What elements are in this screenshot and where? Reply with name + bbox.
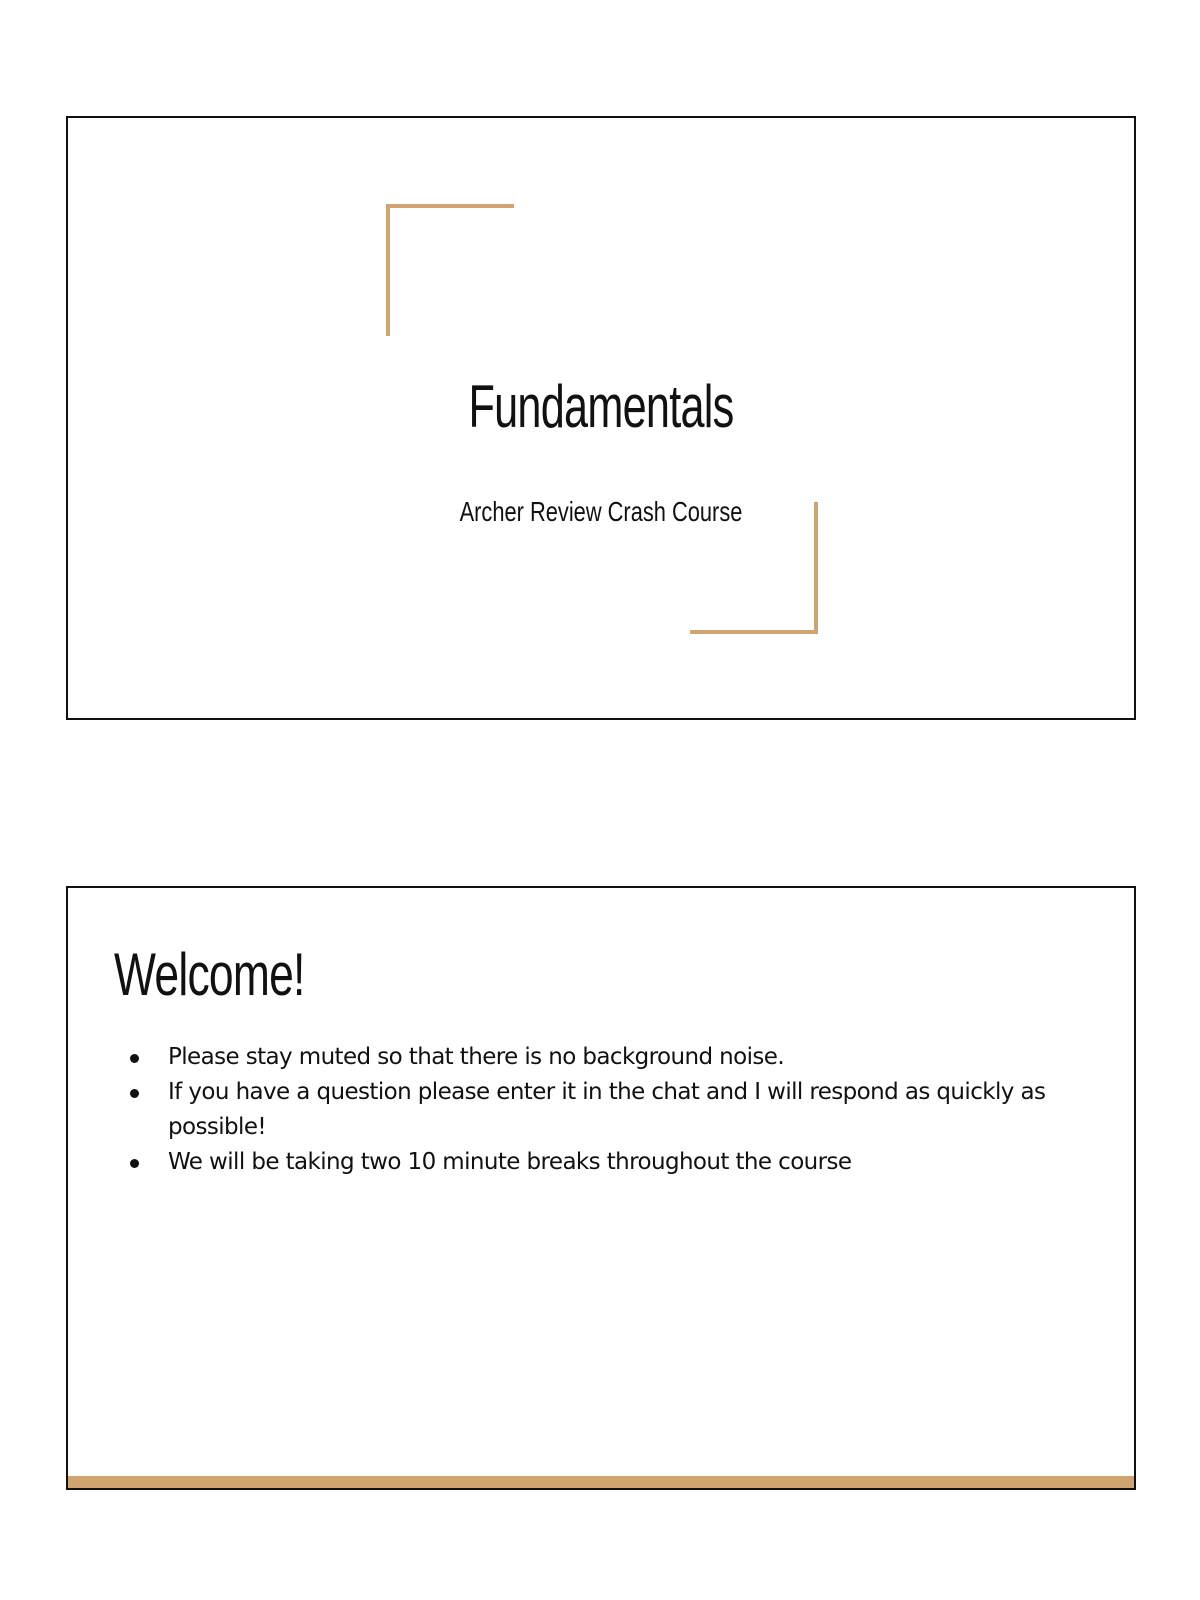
welcome-heading: Welcome!: [114, 941, 305, 1008]
slide-subtitle: Archer Review Crash Course: [459, 496, 743, 527]
list-item: [126, 1145, 1046, 1180]
slide-title: [66, 116, 1136, 720]
accent-bottom-bar: [68, 1476, 1134, 1488]
bullet-icon: [130, 1054, 139, 1063]
list-item: [126, 1075, 1046, 1145]
bullet-icon: [130, 1159, 139, 1168]
bullet-text: We will be taking two 10 minute breaks throughout the course: [168, 1149, 852, 1175]
list-item: [126, 1040, 1046, 1075]
bullet-list: [126, 1040, 1046, 1180]
corner-bracket-top-left: [386, 204, 514, 336]
bullet-icon: [130, 1089, 139, 1098]
slide-welcome: [66, 886, 1136, 1490]
bullet-text: If you have a question please enter it in the chat and I will respond as quickly as possible!: [168, 1079, 1046, 1140]
bullet-text: Please stay muted so that there is no background noise.: [168, 1044, 785, 1070]
slide-title-heading: Fundamentals: [468, 373, 734, 440]
